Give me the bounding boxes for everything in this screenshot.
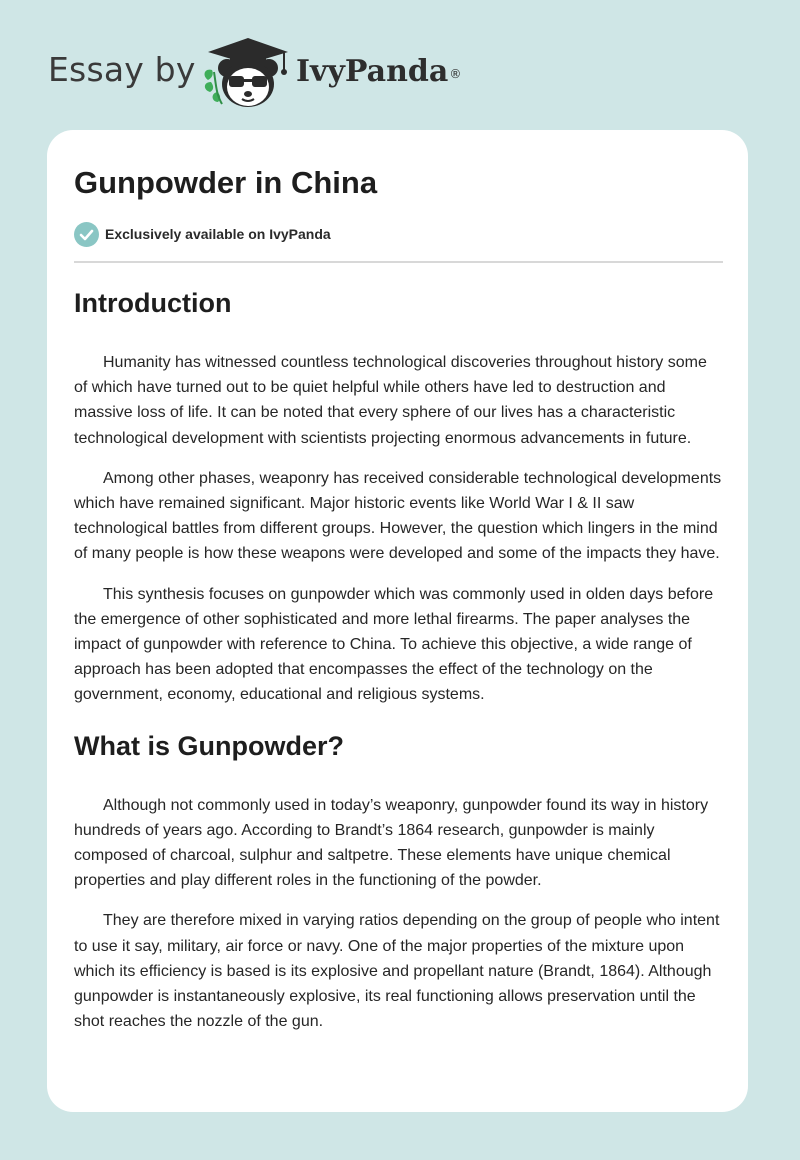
article-body bbox=[74, 280, 724, 1049]
article-title: Gunpowder in China bbox=[74, 165, 378, 200]
paragraph: They are therefore mixed in varying ratios depending on the group of people who intent to use it say, military, air force or navy. One of the major properties of the mixture upon which its efficiency is based is its explosive and propellant nature (Brandt, 1864). Although gunpowder is instantaneously explosive, its real functioning allows preservation until the shot reaches the nozzle of the gun. bbox=[74, 912, 720, 1031]
article-card bbox=[47, 130, 748, 1112]
check-circle-icon bbox=[74, 222, 99, 247]
trademark-symbol: ® bbox=[449, 67, 462, 81]
paragraph: This synthesis focuses on gunpowder which was commonly used in olden days before the emergence of other sophisticated and more lethal firearms. The paper analyses the impact of gunpowder with reference to China. To achieve this objective, a wide range of approach has been adopted that encompasses the effect of the technology on the government, economy, educational and religious systems. bbox=[74, 585, 714, 704]
paragraph: Humanity has witnessed countless technological discoveries throughout history some of which have turned out to be quiet helpful while others have led to destruction and massive loss of life. It can be noted that every sphere of our lives has a characteristic technological development with scientists projecting enormous advancements in future. bbox=[74, 354, 707, 447]
site-header bbox=[0, 0, 800, 130]
brand-name[interactable]: IvyPanda® bbox=[296, 54, 462, 89]
panda-graduation-cap-icon[interactable] bbox=[200, 32, 292, 110]
essay-by-label: Essay by bbox=[48, 50, 196, 89]
section-heading-introduction: Introduction bbox=[74, 288, 232, 318]
exclusive-badge bbox=[74, 221, 331, 247]
paragraph: Among other phases, weaponry has received considerable technological developments which have remained significant. Major historic events like World War I & II saw technological battles from different groups. However, the question which lingers in the mind of many people is how these weapons were developed and some of the impacts they have. bbox=[74, 469, 722, 563]
section-heading-what-is-gunpowder: What is Gunpowder? bbox=[74, 730, 344, 761]
title-divider bbox=[74, 261, 723, 263]
exclusive-label: Exclusively available on IvyPanda bbox=[105, 226, 331, 242]
paragraph: Although not commonly used in today’s weaponry, gunpowder found its way in history hundreds of years ago. According to Brandt’s 1864 research, gunpowder is mainly composed of charcoal, sulphur and saltpetre. These elements have unique chemical properties and play different roles in the functioning of the powder. bbox=[74, 796, 709, 890]
